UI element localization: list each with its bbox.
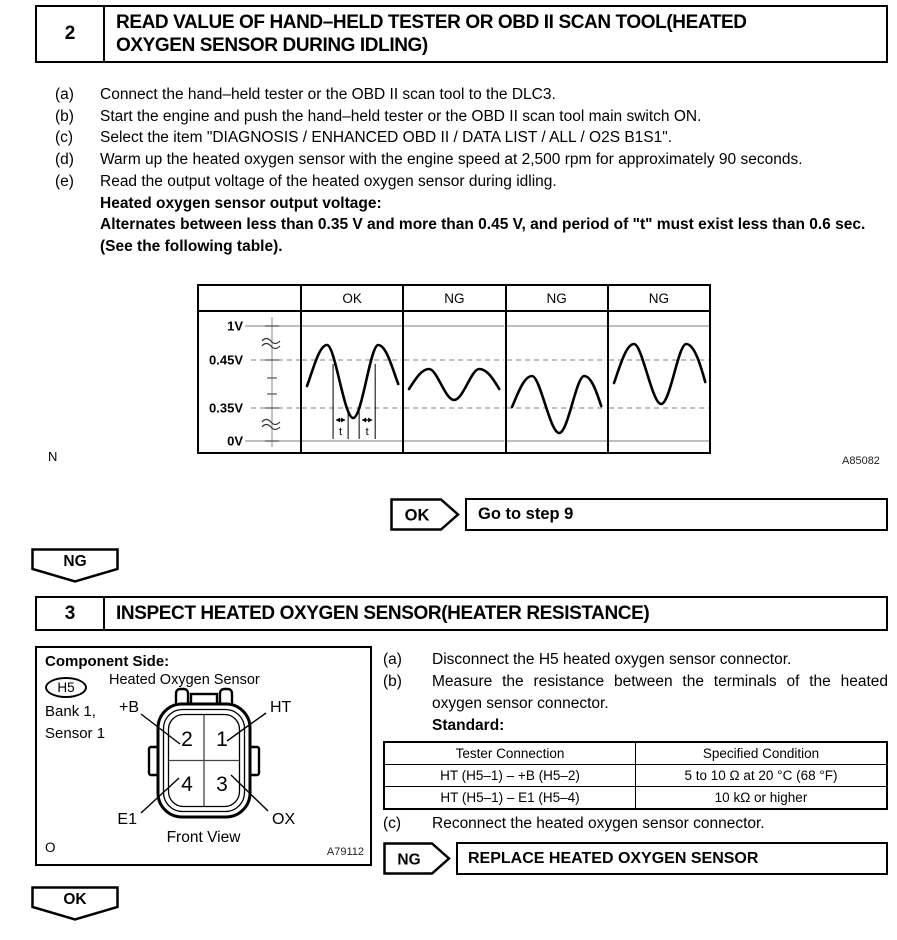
waveform-body-row: [199, 312, 709, 452]
waveform-ng1: [402, 312, 504, 452]
period-label: t: [339, 426, 343, 438]
waveform-ng1-svg: [404, 312, 504, 452]
waveform-ng2-svg: [507, 312, 607, 452]
ng-route-action: REPLACE HEATED OXYGEN SENSOR: [456, 842, 888, 875]
item-label: (b): [383, 673, 402, 690]
ng-arrow-badge: [383, 842, 451, 875]
margin-letter: O: [45, 840, 56, 855]
figure-code: A79112: [326, 846, 364, 858]
item-text: Start the engine and push the hand–held tester or the OBD II scan tool main switch ON.: [100, 107, 702, 125]
table-header-row: [384, 742, 887, 765]
waveform-col-label: NG: [402, 286, 504, 310]
step3-instructions: [383, 649, 888, 875]
ok-waveform-trace: [307, 345, 398, 418]
terminal-label: OX: [272, 811, 296, 828]
margin-letter: N: [48, 449, 58, 464]
step3-header: [35, 596, 888, 631]
item-label: (e): [55, 172, 74, 190]
view-label: Front View: [166, 829, 241, 846]
step2-instructions: [55, 84, 888, 258]
axis-break-icon: [262, 339, 280, 344]
bank-label-line1: Bank 1,: [45, 703, 96, 720]
item-text: Warm up the heated oxygen sensor with the engine speed at 2,500 rpm for approximately 90 seconds.: [100, 151, 803, 169]
ok-route: [390, 498, 888, 531]
ok-marker-label: OK: [63, 891, 87, 908]
pin-number: 1: [216, 728, 228, 751]
ng3-waveform-trace: [614, 344, 705, 404]
ng-badge-label: NG: [397, 851, 421, 869]
column-header: Tester Connection: [384, 742, 636, 765]
list-item: [55, 149, 888, 171]
step2-title: READ VALUE OF HAND–HELD TESTER OR OBD II SCAN TOOL(HEATED OXYGEN SENSOR DURING IDLING): [116, 12, 747, 57]
item-label: (a): [55, 86, 74, 103]
voltage-axis: [199, 312, 300, 452]
ng2-waveform-trace: [512, 376, 601, 433]
waveform-ok-svg: [302, 312, 402, 452]
terminal-label: HT: [270, 699, 292, 716]
table-row: [384, 787, 887, 810]
ok-flow-marker: [31, 886, 119, 927]
step2-number: 2: [37, 7, 105, 61]
component-side-heading: Component Side:: [45, 653, 170, 670]
axis-break-icon: [262, 344, 280, 349]
list-item: [55, 171, 888, 193]
column-header: Specified Condition: [636, 742, 888, 765]
period-label: t: [365, 426, 369, 438]
item-text: Reconnect the heated oxygen sensor connector.: [432, 815, 765, 832]
list-item: [55, 127, 888, 149]
item-text: Read the output voltage of the heated oxygen sensor during idling.: [100, 172, 557, 190]
waveform-header-row: [199, 286, 709, 312]
tester-connection-cell: HT (H5–1) – E1 (H5–4): [384, 787, 636, 810]
spec-heading: Heated oxygen sensor output voltage:: [100, 194, 382, 212]
list-item: [383, 671, 888, 715]
waveform-ng3-svg: [609, 312, 709, 452]
list-item: [55, 106, 888, 128]
pin-number: 4: [181, 773, 193, 796]
ok-route-action: Go to step 9: [465, 498, 888, 531]
component-figure: [35, 646, 372, 866]
item-label: (a): [383, 651, 402, 668]
ok-pentagon-icon: [31, 886, 119, 922]
spec-body: Alternates between less than 0.35 V and more than 0.45 V, and period of "t" must exist less than 0.6 sec. (See the following table).: [100, 216, 866, 255]
axis-tick-label: 0V: [227, 433, 243, 449]
item-text: Disconnect the H5 heated oxygen sensor connector.: [432, 651, 792, 668]
waveform-col-label: OK: [300, 286, 402, 310]
list-item: [383, 649, 888, 671]
item-label: (c): [383, 815, 402, 832]
specified-condition-cell: 10 kΩ or higher: [636, 787, 888, 810]
axis-tick-label: 1V: [227, 318, 243, 334]
figure-code: A85082: [842, 455, 880, 467]
connector-id-badge: H5: [45, 677, 87, 698]
list-item: [55, 84, 888, 106]
waveform-ok: [300, 312, 402, 452]
axis-tick-label: 0.35V: [209, 400, 243, 416]
item-text: Connect the hand–held tester or the OBD II scan tool to the DLC3.: [100, 86, 556, 103]
axis-break-icon: [262, 425, 280, 430]
ng-route: [383, 842, 888, 875]
terminal-label: +B: [118, 699, 139, 716]
table-row: [384, 765, 887, 787]
bank-label-line2: Sensor 1: [45, 725, 106, 742]
item-text: Measure the resistance between the terminals of the heated oxygen sensor connector.: [432, 673, 888, 712]
waveform-col-label: NG: [607, 286, 709, 310]
item-text: Select the item "DIAGNOSIS / ENHANCED OBD II / DATA LIST / ALL / O2S B1S1".: [100, 129, 673, 147]
resistance-table: [383, 741, 888, 810]
waveform-col-label: NG: [505, 286, 607, 310]
voltage-axis-svg: [199, 312, 300, 452]
terminal-label: E1: [117, 811, 137, 828]
ng-marker-label: NG: [63, 553, 87, 570]
list-item: [383, 813, 888, 835]
item-label: (b): [55, 107, 74, 125]
standard-label: Standard:: [432, 717, 505, 734]
waveform-figure: [197, 284, 711, 454]
ok-arrow-badge: [390, 498, 460, 531]
component-name: Heated Oxygen Sensor: [109, 672, 260, 688]
specified-condition-cell: 5 to 10 Ω at 20 °C (68 °F): [636, 765, 888, 787]
ng-pentagon-icon: [31, 548, 119, 584]
ng1-waveform-trace: [409, 369, 499, 400]
tester-connection-cell: HT (H5–1) – +B (H5–2): [384, 765, 636, 787]
ng-flow-marker: [31, 548, 119, 589]
axis-break-icon: [262, 420, 280, 425]
waveform-header-axis: [199, 286, 300, 310]
item-label: (d): [55, 151, 74, 169]
item-label: (c): [55, 129, 74, 147]
waveform-ng3: [607, 312, 709, 452]
waveform-ng2: [505, 312, 607, 452]
step2-header: [35, 5, 888, 63]
step3-title: INSPECT HEATED OXYGEN SENSOR(HEATER RESISTANCE): [116, 603, 650, 624]
axis-tick-label: 0.45V: [209, 352, 243, 368]
step3-number: 3: [37, 598, 105, 629]
pin-number: 2: [181, 728, 193, 751]
ok-badge-label: OK: [404, 506, 430, 525]
pin-number: 3: [216, 773, 228, 796]
